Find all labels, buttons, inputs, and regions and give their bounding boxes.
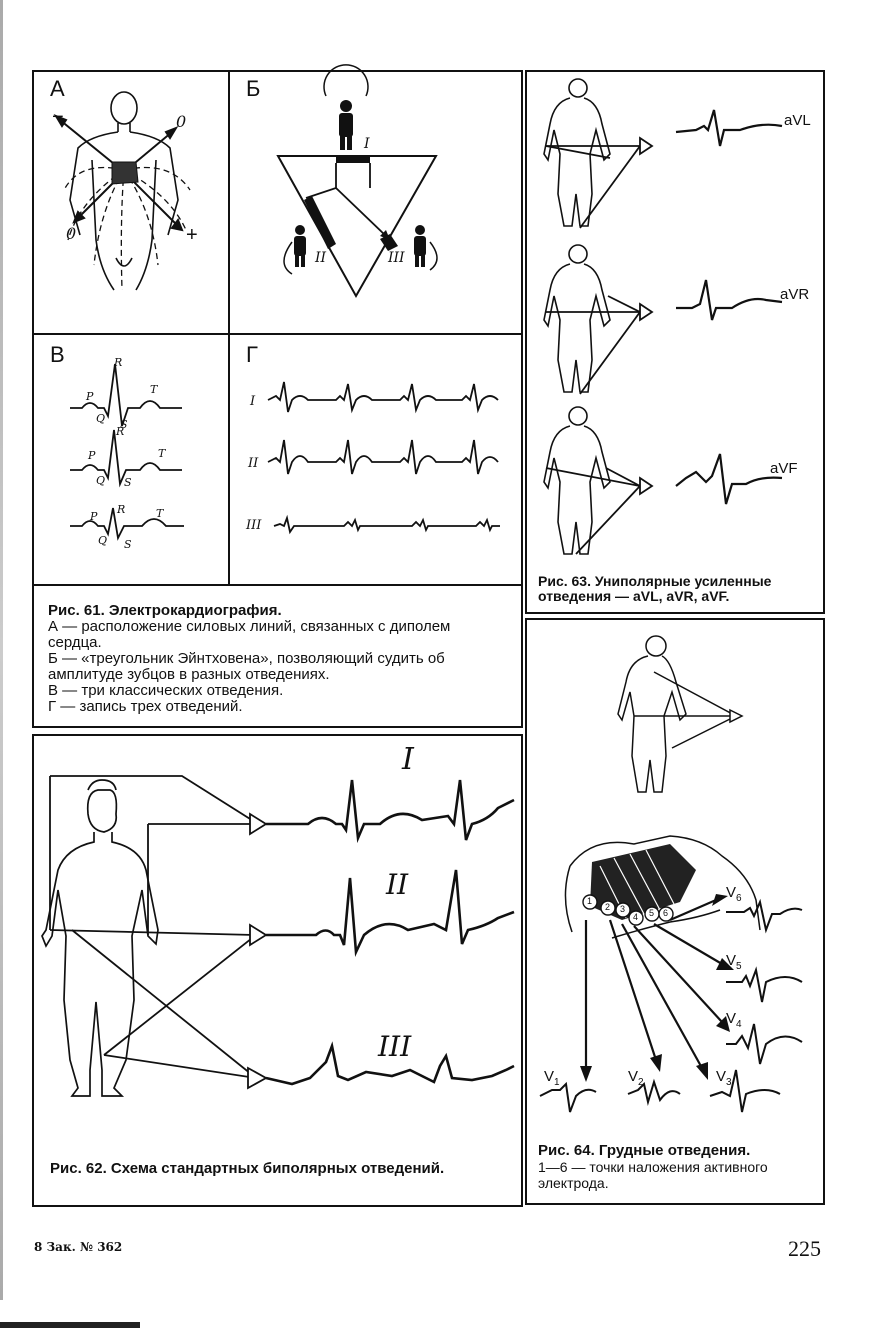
wave-t-2: T [158,447,166,460]
electrode-point-6: 6 [663,908,669,918]
fig61-caption-line-a: А — расположение силовых линий, связанных с диполем сердца. [48,618,451,651]
panel-a-minus: − [52,106,64,128]
wave-q-1: Q [96,412,106,425]
triangle-lead-2: II [315,250,327,266]
wave-q-3: Q [98,534,108,547]
electrode-point-1: 1 [587,896,593,906]
recording-lead-1: I [250,394,256,409]
panel-g-label: Г [246,342,258,367]
wave-s-2: S [124,476,132,489]
panel-v-label: В [50,342,65,367]
electrode-point-3: 3 [620,904,626,914]
scan-edge-bottom [0,1322,140,1328]
fig61-caption-title: Рис. 61. Электрокардиография. [48,602,282,619]
wave-r-3: R [117,503,126,516]
fig64-caption-title: Рис. 64. Грудные отведения. [538,1142,751,1159]
einthoven-triangle-figure [240,84,510,314]
chest-lead-v5: $V_5$ [726,952,742,972]
wave-p-1: P [86,390,94,403]
fig64-caption-text: 1—6 — точки наложения активного электрода. [538,1159,768,1191]
fig61-divider-h1 [33,333,522,335]
fig61-caption-line-b: Б — «треугольник Эйнтховена», позволяющий судить об амплитуде зубцов в разных отведениях. [48,650,445,683]
scan-edge-left [0,0,3,1300]
bipolar-leads-figure [36,740,520,1140]
printer-signature: 8 Зак. № 362 [34,1240,123,1254]
wave-t-3: T [156,507,164,520]
recording-lead-2: II [248,456,259,471]
electrode-point-4: 4 [633,912,639,922]
chest-leads-figure [530,630,820,1108]
bipolar-lead-3: III [378,1030,412,1063]
fig61-divider-v [228,71,230,585]
wave-s-3: S [124,538,132,551]
recording-lead-3: III [246,518,262,533]
panel-a-label: А [50,76,65,101]
wave-p-3: P [90,510,98,523]
electrode-point-5: 5 [649,908,655,918]
dipole-field-figure [40,90,220,300]
fig63-caption: Рис. 63. Униполярные усиленные отведения — aVL, aVR, aVF. [538,573,772,604]
panel-a-plus: + [186,224,198,246]
fig61-caption-line-v: В — три классических отведения. [48,682,284,699]
chest-lead-v4: $V_4$ [726,1010,742,1030]
lead-avl-label: aVL [784,112,811,129]
pqrst-complexes-figure [60,358,200,558]
chest-lead-v6: $V_6$ [726,884,742,904]
chest-lead-v2: $V_2$ [628,1068,644,1088]
wave-t-1: T [150,383,158,396]
panel-a-zero-left: 0 [66,224,77,243]
lead-avr-label: aVR [780,286,810,303]
lead-avf-label: aVF [770,460,798,477]
chest-lead-v3: $V_3$ [716,1068,732,1088]
triangle-lead-3: III [388,250,405,266]
chest-lead-v1: $V_1$ [544,1068,560,1088]
fig62-caption: Рис. 62. Схема стандартных биполярных отведений. [50,1160,445,1177]
panel-a-zero-right: 0 [176,112,187,131]
wave-s-1: S [120,418,128,431]
wave-r-2: R [116,425,125,438]
page-number: 225 [788,1236,821,1261]
fig64-caption [538,1142,816,1191]
wave-q-2: Q [96,474,106,487]
bipolar-lead-1: I [402,742,414,777]
wave-p-2: P [88,449,96,462]
triangle-lead-1: I [364,136,370,152]
fig61-caption [48,602,508,715]
panel-b-label: Б [246,76,261,101]
fig61-caption-line-g: Г — запись трех отведений. [48,698,243,715]
fig61-divider-h2 [33,584,522,586]
augmented-leads-figure [536,74,820,564]
electrode-point-2: 2 [605,902,611,912]
bipolar-lead-2: II [386,868,409,901]
wave-r-1: R [114,356,123,369]
three-lead-recording-figure [262,378,507,538]
